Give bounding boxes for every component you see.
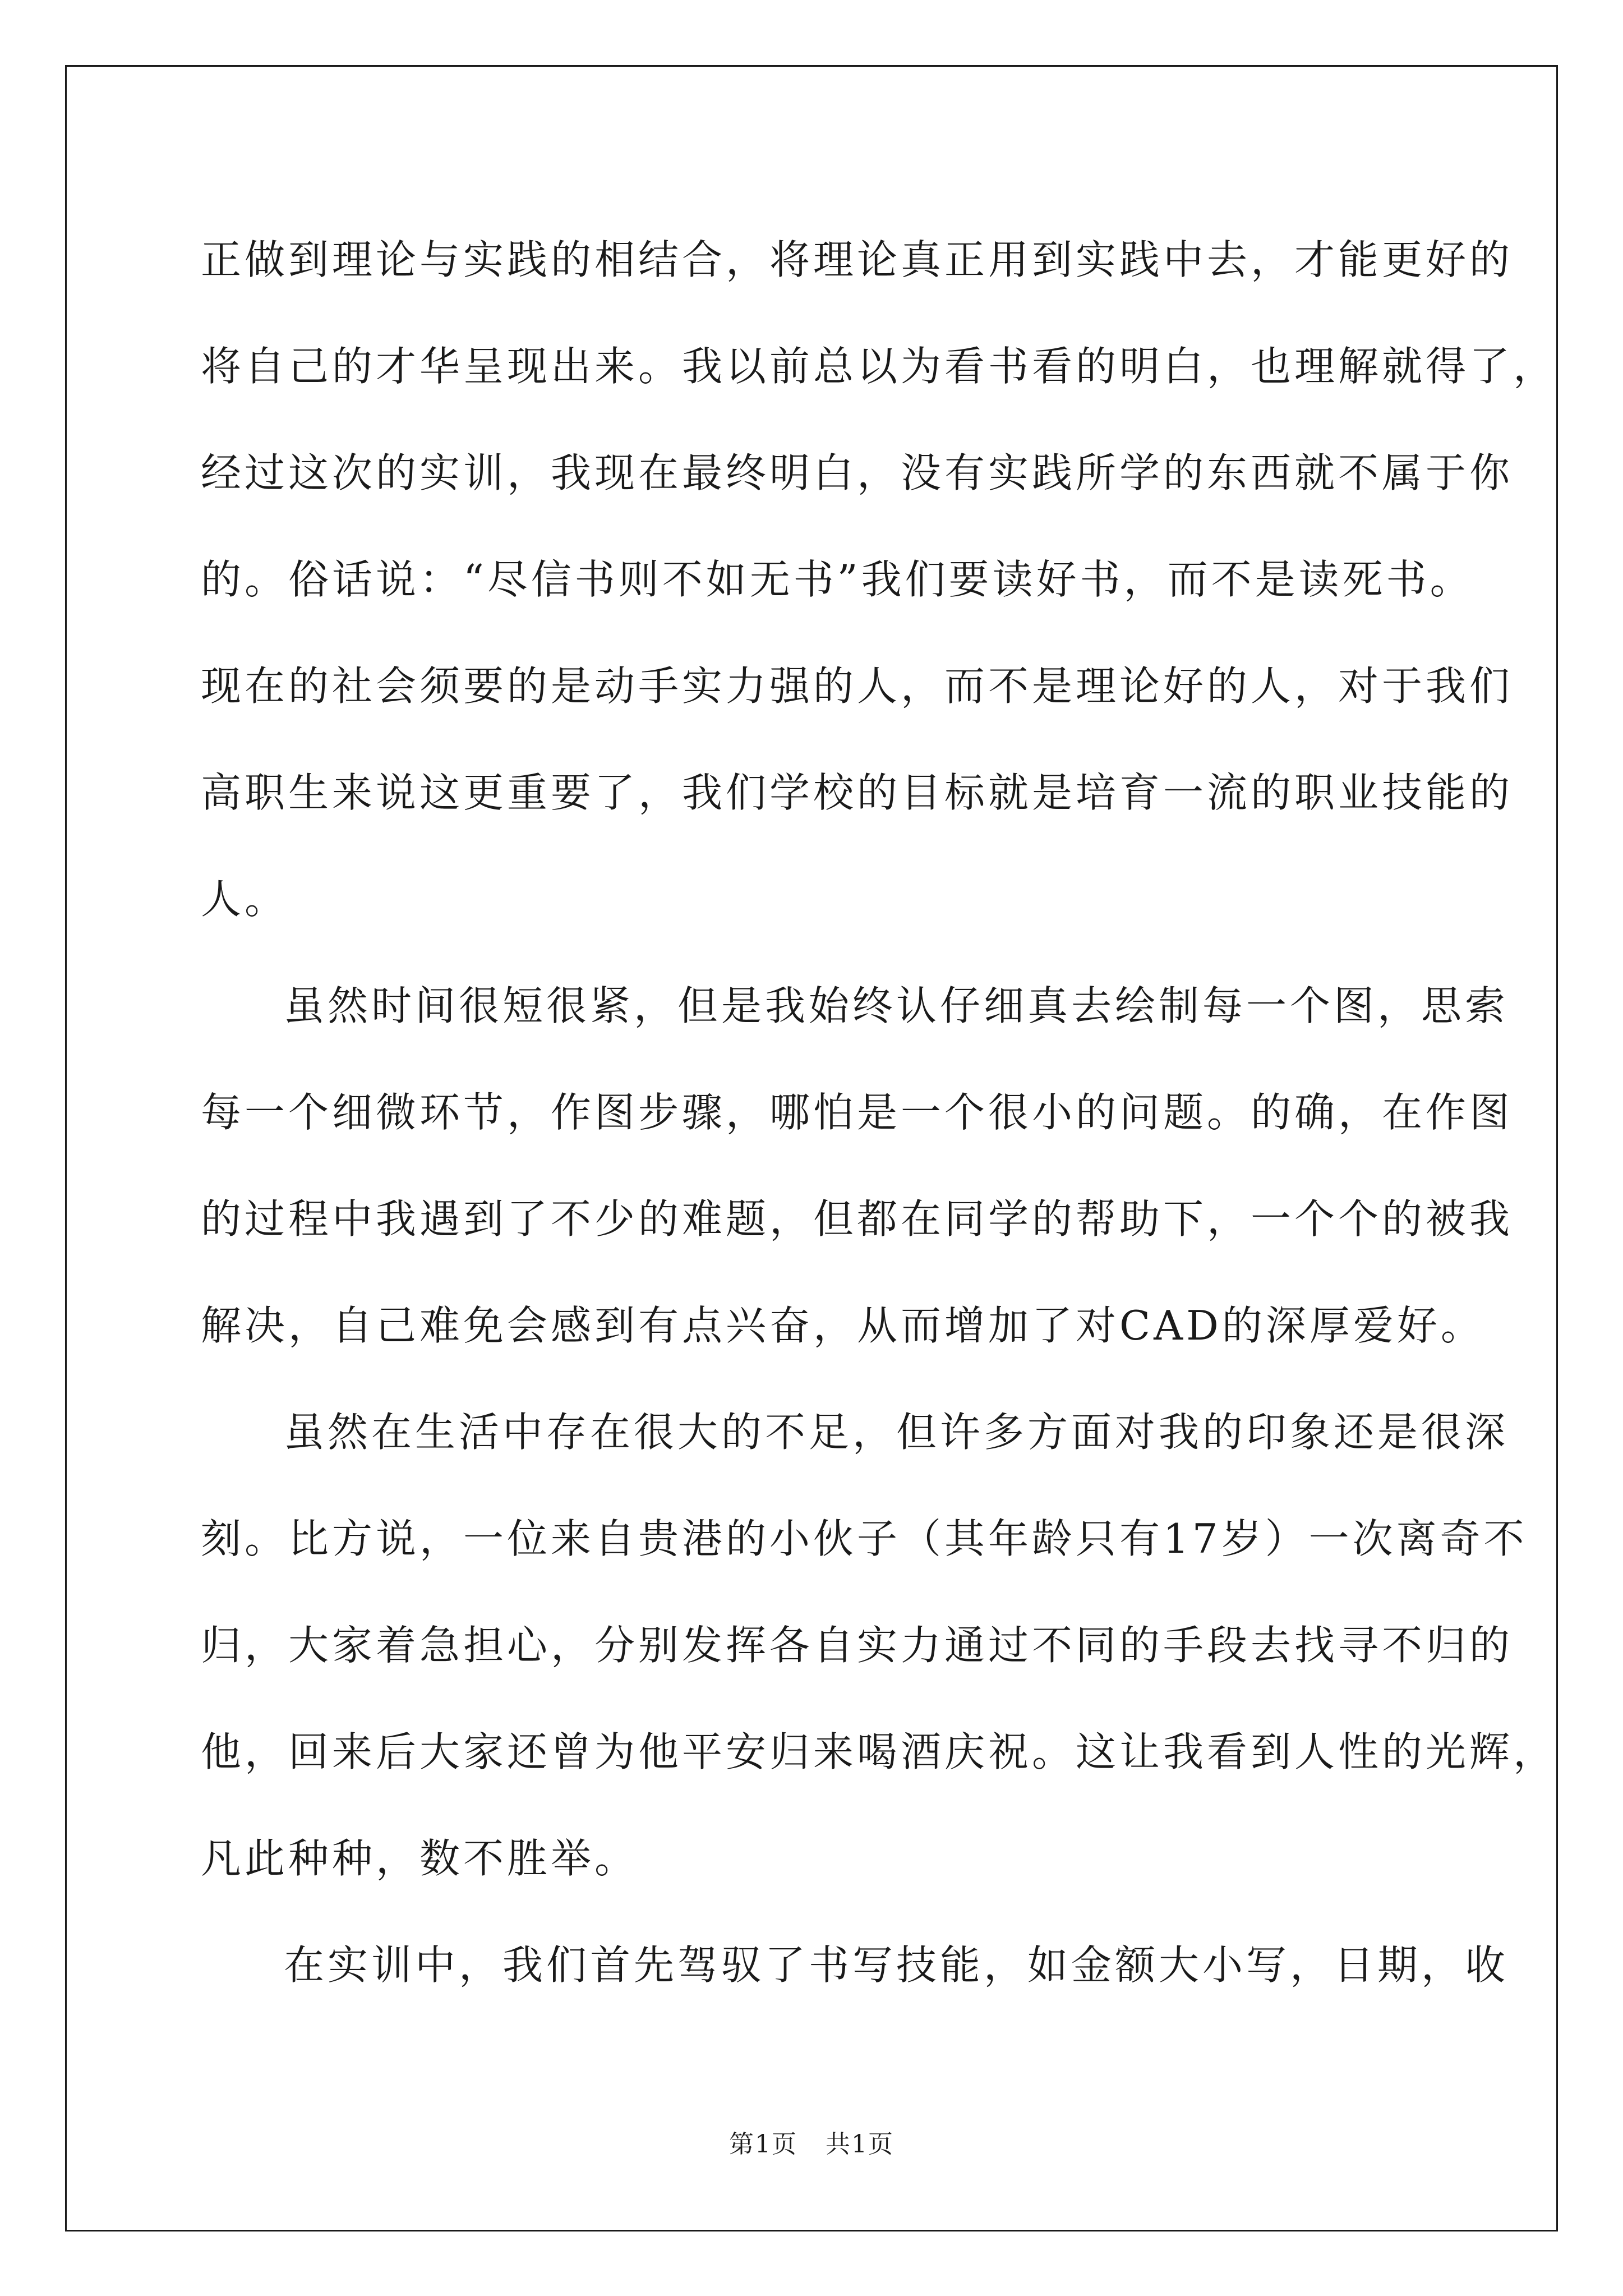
text-line: 经过这次的实训，我现在最终明白，没有实践所学的东西就不属于你 bbox=[201, 449, 1514, 496]
text-line: 人。 bbox=[201, 876, 289, 923]
text-line: 高职生来说这更重要了，我们学校的目标就是培育一流的职业技能的 bbox=[201, 769, 1514, 816]
text-line: 归，大家着急担心，分别发挥各自实力通过不同的手段去找寻不归的 bbox=[201, 1622, 1514, 1669]
text-line: 现在的社会须要的是动手实力强的人，而不是理论好的人，对于我们 bbox=[201, 662, 1514, 710]
text-line: 将自己的才华呈现出来。我以前总以为看书看的明白，也理解就得了， bbox=[201, 343, 1557, 390]
page-total: 共1页 bbox=[826, 2130, 894, 2159]
text-line: 的。俗话说：“尽信书则不如无书”我们要读好书，而不是读死书。 bbox=[201, 556, 1474, 603]
text-line: 正做到理论与实践的相结合，将理论真正用到实践中去，才能更好的 bbox=[201, 236, 1514, 283]
text-line: 每一个细微环节，作图步骤，哪怕是一个很小的问题。的确，在作图 bbox=[201, 1089, 1514, 1136]
text-line: 他，回来后大家还曾为他平安归来喝酒庆祝。这让我看到人性的光辉， bbox=[201, 1728, 1557, 1775]
document-body bbox=[201, 206, 1557, 2018]
text-line: 的过程中我遇到了不少的难题，但都在同学的帮助下，一个个的被我 bbox=[201, 1195, 1514, 1243]
page-footer bbox=[0, 2124, 1623, 2160]
text-line: 凡此种种，数不胜举。 bbox=[201, 1835, 639, 1882]
text-line: 虽然在生活中存在很大的不足，但许多方面对我的印象还是很深 bbox=[284, 1409, 1509, 1456]
text-line: 刻。比方说，一位来自贵港的小伙子（其年龄只有17岁）一次离奇不 bbox=[201, 1515, 1528, 1562]
text-line: 虽然时间很短很紧，但是我始终认仔细真去绘制每一个图，思索 bbox=[284, 982, 1509, 1029]
text-line: 解决，自己难免会感到有点兴奋，从而增加了对CAD的深厚爱好。 bbox=[201, 1302, 1484, 1349]
page-number: 第1页 bbox=[729, 2130, 797, 2159]
text-line: 在实训中，我们首先驾驭了书写技能，如金额大小写，日期，收 bbox=[284, 1941, 1509, 1989]
